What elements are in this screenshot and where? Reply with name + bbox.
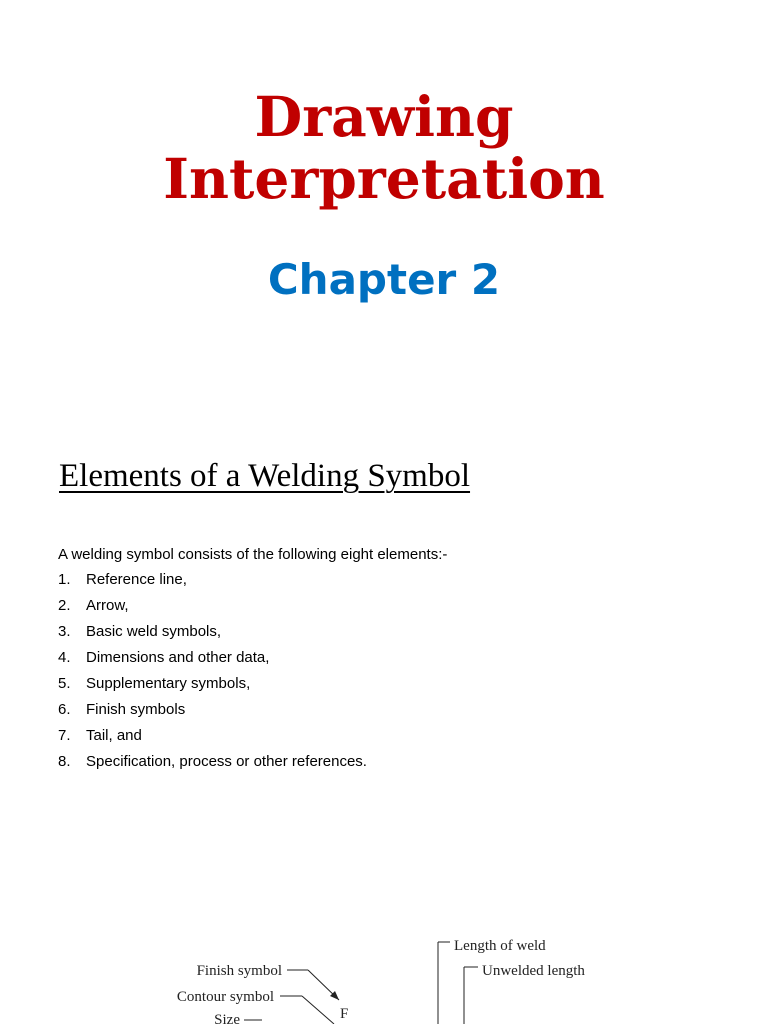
list-item-number: 3. <box>58 623 71 640</box>
list-item-text: Reference line, <box>86 571 187 588</box>
elements-list <box>58 570 367 778</box>
chapter-heading: Chapter 2 <box>267 255 501 304</box>
list-item-text: Supplementary symbols, <box>86 675 251 692</box>
list-item-number: 7. <box>58 727 71 744</box>
list-item-number: 8. <box>58 753 71 770</box>
list-item-number: 5. <box>58 675 71 692</box>
list-item <box>58 648 367 674</box>
label-size: Size <box>214 1012 240 1024</box>
section-heading: Elements of a Welding Symbol <box>59 458 471 494</box>
list-item-text: Specification, process or other references. <box>86 753 367 770</box>
list-item <box>58 674 367 700</box>
leader-line <box>302 996 334 1024</box>
list-item-text: Arrow, <box>86 597 129 614</box>
page-title-line-1: Drawing <box>254 84 514 149</box>
list-item <box>58 570 367 596</box>
list-item <box>58 596 367 622</box>
label-finish-symbol: Finish symbol <box>196 963 282 979</box>
list-item-number: 1. <box>58 571 71 588</box>
list-item-number: 4. <box>58 649 71 666</box>
list-item <box>58 726 367 752</box>
list-item-text: Basic weld symbols, <box>86 623 222 640</box>
list-item-text: Tail, and <box>86 727 142 744</box>
list-item <box>58 752 367 778</box>
list-item <box>58 622 367 648</box>
intro-text: A welding symbol consists of the following eight elements:- <box>58 546 448 563</box>
welding-symbol-diagram <box>0 920 768 1024</box>
label-unwelded-length: Unwelded length <box>482 963 585 979</box>
list-item-number: 2. <box>58 597 71 614</box>
finish-letter: F <box>340 1006 349 1022</box>
page-title-line-2: Interpretation <box>163 146 605 211</box>
list-item-text: Finish symbols <box>86 701 186 718</box>
label-length-of-weld: Length of weld <box>454 938 546 954</box>
list-item-text: Dimensions and other data, <box>86 649 270 666</box>
list-item <box>58 700 367 726</box>
list-item-number: 6. <box>58 701 71 718</box>
label-contour-symbol: Contour symbol <box>176 989 274 1005</box>
